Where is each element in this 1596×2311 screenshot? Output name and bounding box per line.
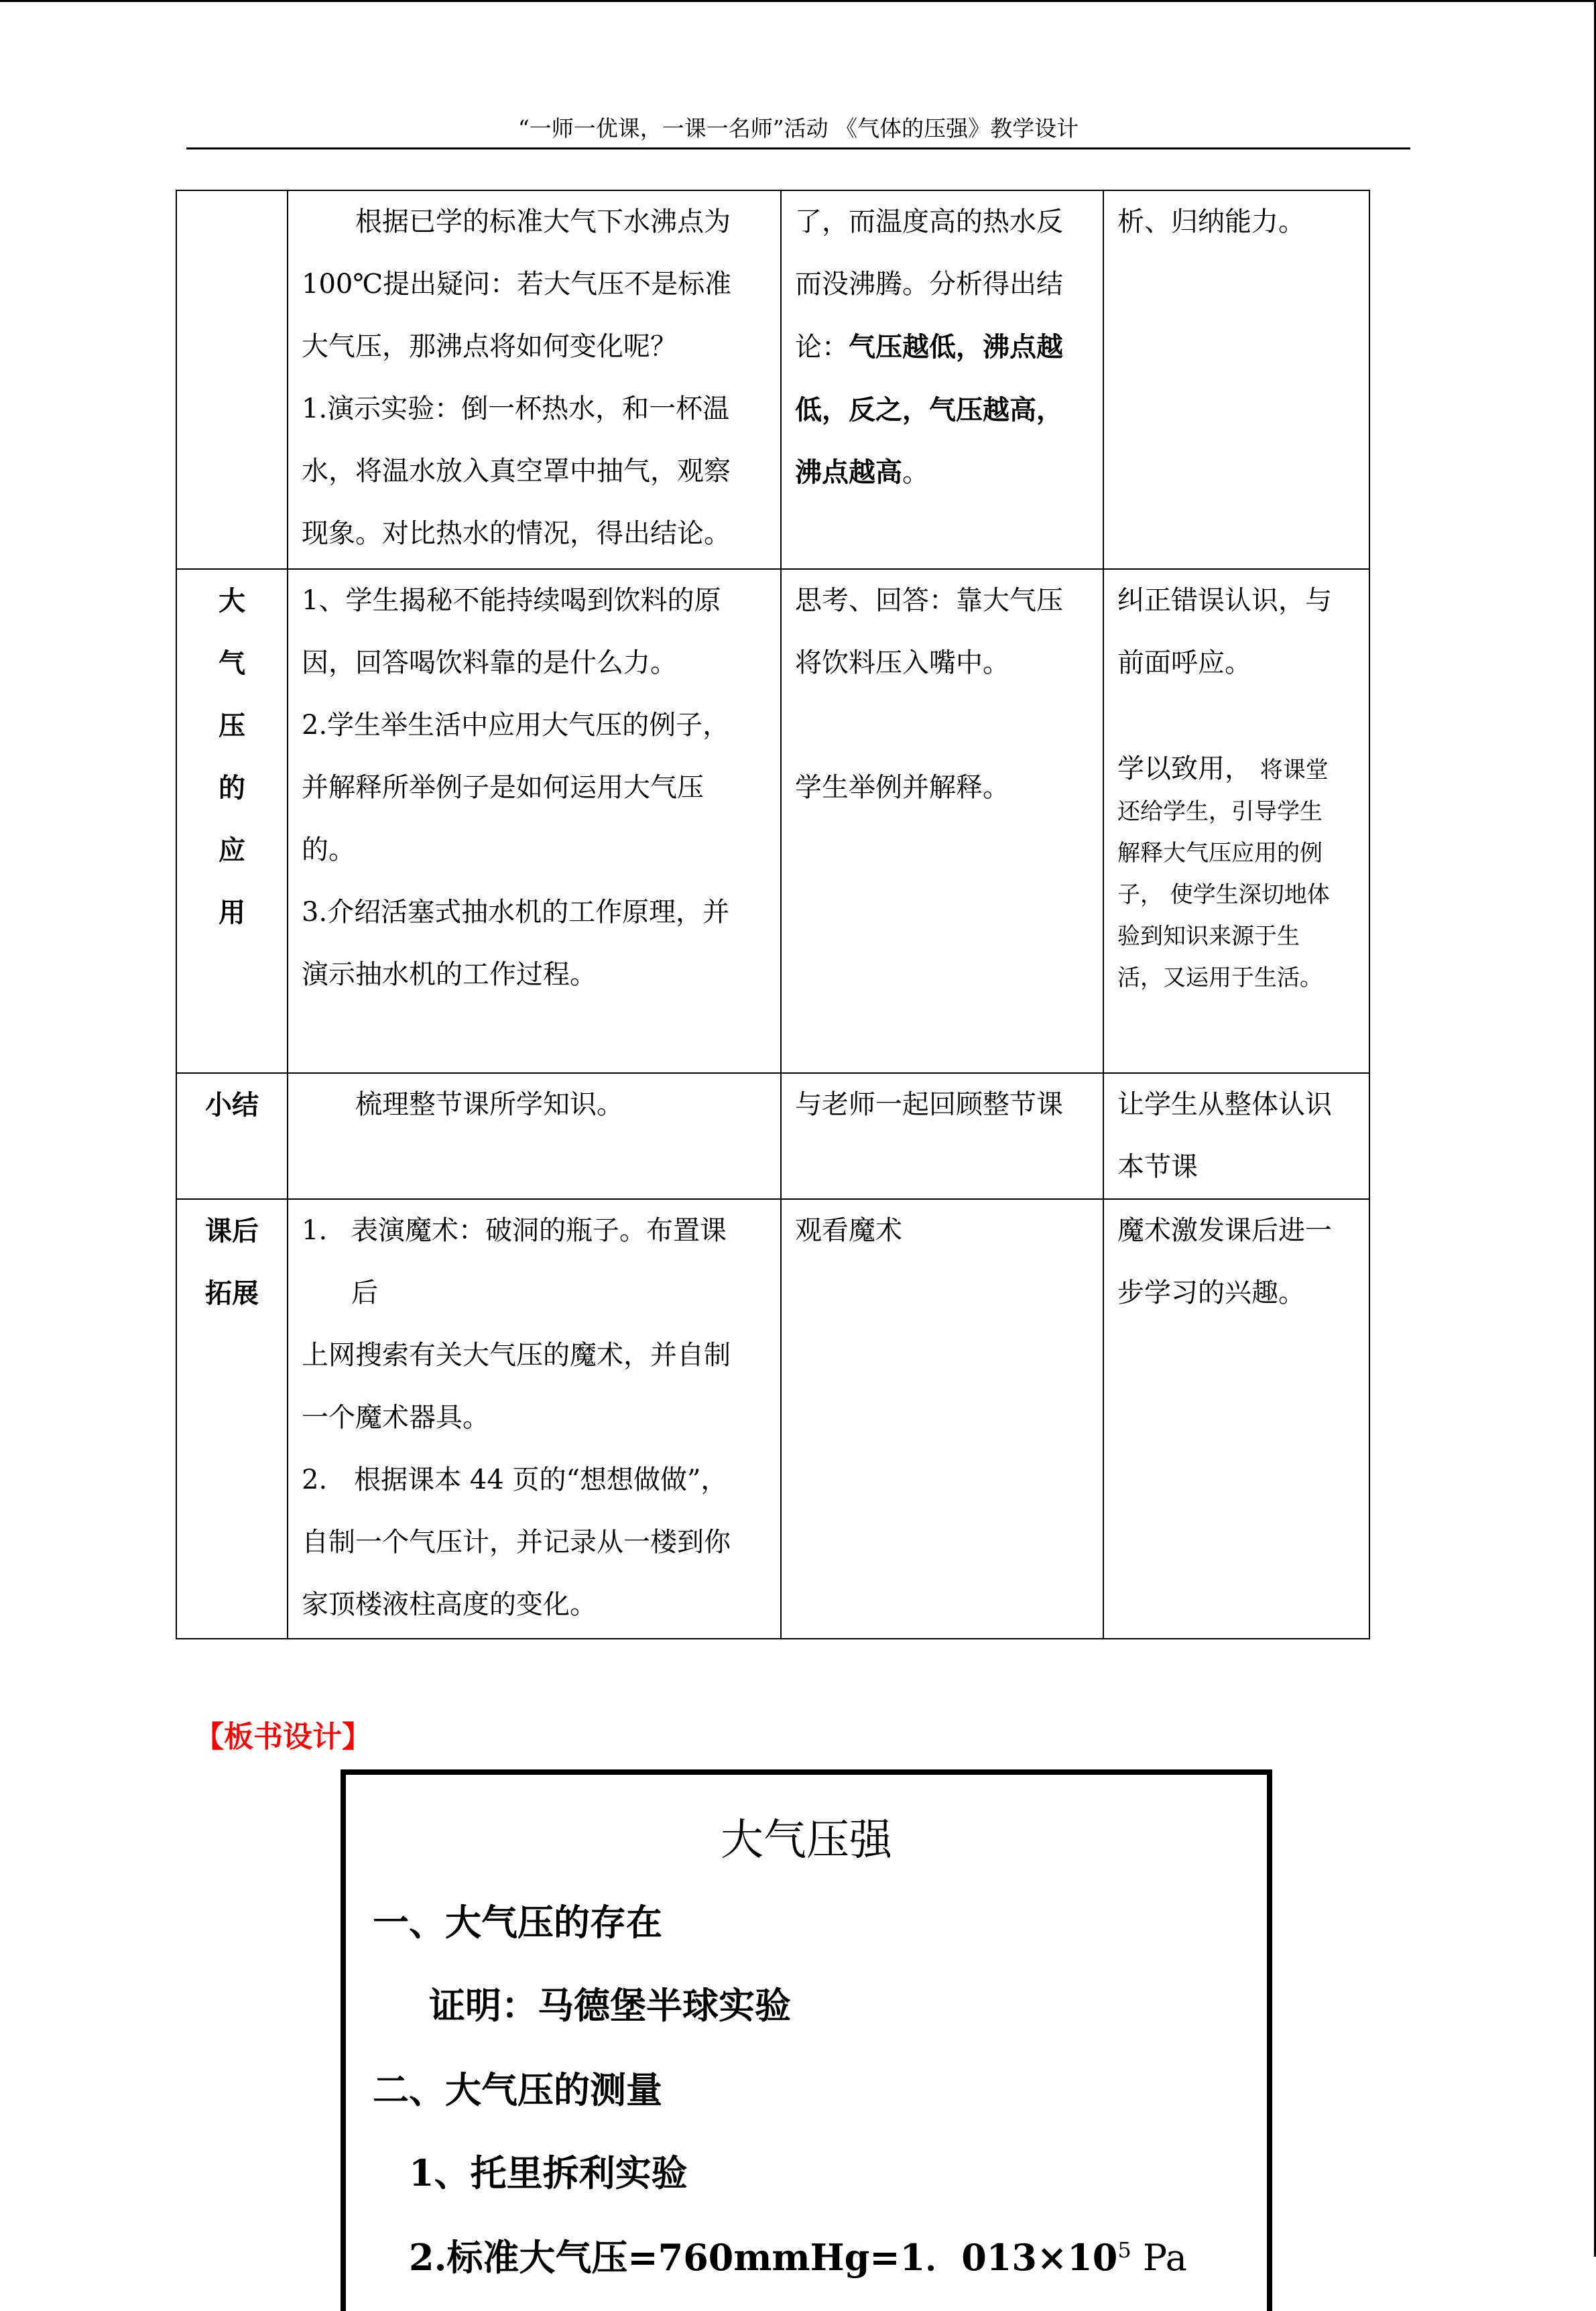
stage-cell xyxy=(176,569,288,1073)
text-line xyxy=(795,316,1089,379)
text-span: 表演魔术：破洞的瓶子。布置课 xyxy=(351,1215,727,1246)
teacher-cell xyxy=(288,1073,781,1199)
text-line: 1.演示实验：倒一杯热水，和一杯温 xyxy=(302,393,730,424)
board-design-label: 【板书设计】 xyxy=(194,1720,371,1754)
text-line: 而没沸腾。分析得出结 xyxy=(795,269,1063,300)
text-line: 2.学生举生活中应用大气压的例子， xyxy=(302,710,730,741)
text-line xyxy=(1117,748,1355,791)
formula-exponent: 5 xyxy=(1117,2237,1131,2263)
table-row xyxy=(176,1199,1369,1639)
student-cell xyxy=(781,190,1103,569)
text-line: 根据已学的标准大气下水沸点为 xyxy=(355,206,731,237)
student-cell xyxy=(781,1199,1103,1639)
teacher-cell xyxy=(288,1199,781,1639)
small-text-line: 还给学生，引导学生 xyxy=(1117,798,1323,825)
teacher-cell xyxy=(288,569,781,1073)
text-line: 大气压，那沸点将如何变化呢？ xyxy=(302,331,677,362)
list-item xyxy=(302,1200,767,1262)
text-line: 现象。对比热水的情况，得出结论。 xyxy=(302,518,731,549)
stage-label: 课后 xyxy=(205,1215,259,1247)
small-text-line: 解释大气压应用的例 xyxy=(1117,840,1323,867)
stage-char: 用 xyxy=(219,897,245,928)
stage-char: 压 xyxy=(219,710,245,741)
spacer xyxy=(1117,694,1355,748)
stage-char: 大 xyxy=(219,585,245,617)
text-line: 演示抽水机的工作过程。 xyxy=(302,959,597,990)
stage-char: 应 xyxy=(219,834,245,866)
list-item: 2. 根据课本 44 页的“想想做做”， xyxy=(302,1464,728,1495)
text-line: 魔术激发课后进一 xyxy=(1117,1215,1332,1246)
text-line: 与老师一起回顾整节课 xyxy=(795,1089,1063,1120)
text-line: 1、学生揭秘不能持续喝到饮料的原 xyxy=(302,585,721,616)
teacher-cell xyxy=(288,190,781,569)
student-cell xyxy=(781,1073,1103,1199)
text-line: 让学生从整体认识 xyxy=(1117,1089,1332,1120)
list-number: 1. xyxy=(302,1215,328,1246)
stage-cell xyxy=(176,1199,288,1639)
design-cell xyxy=(1103,1073,1369,1199)
page-border-top xyxy=(0,0,1596,2)
table-row xyxy=(176,569,1369,1073)
formula-unit: Pa xyxy=(1131,2237,1187,2279)
stage-char: 气 xyxy=(219,647,245,679)
text-span: 学以致用， xyxy=(1117,753,1251,784)
design-cell xyxy=(1103,1199,1369,1639)
table-row xyxy=(176,1073,1369,1199)
text-line xyxy=(795,441,1089,504)
small-text-line: 子， 使学生深切地体 xyxy=(1117,881,1330,908)
student-cell xyxy=(781,569,1103,1073)
board-line: 1、托里拆利实验 xyxy=(409,2151,688,2194)
text-line: 的。 xyxy=(302,834,355,865)
stage-cell xyxy=(176,190,288,569)
text-line: 100℃提出疑问：若大气压不是标准 xyxy=(302,269,732,300)
blackboard-frame xyxy=(341,1769,1272,2311)
text-line: 前面呼应。 xyxy=(1117,647,1251,678)
text-line: 本节课 xyxy=(1117,1151,1198,1182)
bold-conclusion: 低，反之，气压越高， xyxy=(795,394,1063,426)
small-text-line: 活，又运用于生活。 xyxy=(1117,964,1323,991)
text-line: 并解释所举例子是如何运用大气压 xyxy=(302,772,704,803)
small-text-line: 验到知识来源于生 xyxy=(1117,923,1300,950)
board-line: 一、大气压的存在 xyxy=(373,1901,662,1944)
design-cell xyxy=(1103,190,1369,569)
text-line: 将饮料压入嘴中。 xyxy=(795,647,1009,678)
text-line: 因，回答喝饮料靠的是什么力。 xyxy=(302,647,677,678)
lesson-table xyxy=(176,190,1370,1639)
stage-cell: 小结 xyxy=(176,1073,288,1199)
text-line: 3.介绍活塞式抽水机的工作原理，并 xyxy=(302,897,730,928)
text-line: 析、归纳能力。 xyxy=(1117,206,1305,237)
stage-char: 的 xyxy=(219,772,245,804)
stage-label: 拓展 xyxy=(205,1277,259,1309)
text-line: 自制一个气压计，并记录从一楼到你 xyxy=(302,1527,731,1558)
text-line: 了，而温度高的热水反 xyxy=(795,206,1063,237)
text-line: 家顶楼液柱高度的变化。 xyxy=(302,1589,597,1620)
text-line: 步学习的兴趣。 xyxy=(1117,1277,1305,1308)
text-line: 后 xyxy=(351,1277,378,1308)
design-cell xyxy=(1103,569,1369,1073)
header-rule xyxy=(186,147,1410,149)
bold-conclusion: 沸点越高 xyxy=(795,456,902,488)
text-line: 纠正错误认识，与 xyxy=(1117,585,1332,616)
board-line: 证明：马德堡半球实验 xyxy=(429,1984,791,2027)
text-line: 水，将温水放入真空罩中抽气，观察 xyxy=(302,456,731,487)
formula-text: 2.标准大气压=760mmHg=1．013×10 xyxy=(409,2236,1118,2279)
text-line: 上网搜索有关大气压的魔术，并自制 xyxy=(302,1340,731,1371)
text-line: 梳理整节课所学知识。 xyxy=(355,1089,623,1120)
table-row xyxy=(176,190,1369,569)
page-header: “一师一优课，一课一名师”活动 《气体的压强》教学设计 xyxy=(517,115,1079,141)
bold-conclusion: 气压越低，沸点越 xyxy=(849,331,1063,363)
board-line: 二、大气压的测量 xyxy=(373,2068,662,2111)
board-line xyxy=(409,2229,1187,2281)
text-span: 将课堂 xyxy=(1260,757,1329,784)
text-span: 论： xyxy=(795,332,849,363)
spacer xyxy=(795,694,1089,757)
text-line: 学生举例并解释。 xyxy=(795,772,1009,803)
text-line: 思考、回答：靠大气压 xyxy=(795,585,1063,616)
board-title: 大气压强 xyxy=(721,1816,892,1865)
text-span: 。 xyxy=(902,457,929,488)
text-line: 观看魔术 xyxy=(795,1215,902,1246)
text-line: 一个魔术器具。 xyxy=(302,1402,489,1433)
